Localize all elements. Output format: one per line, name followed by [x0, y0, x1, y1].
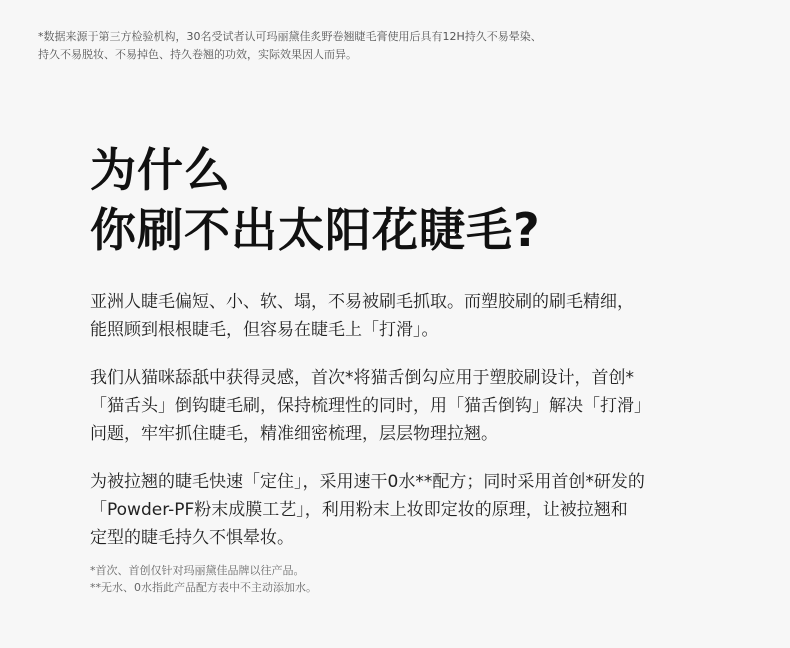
- footnotes: [90, 562, 317, 596]
- paragraph-2: [90, 364, 700, 448]
- paragraph-line: 问题，牢牢抓住睫毛，精准细密梳理，层层物理拉翘。: [90, 424, 498, 444]
- paragraph-3: [90, 468, 700, 552]
- paragraph-1: [90, 288, 700, 344]
- paragraph-line: 「猫舌头」倒钩睫毛刷，保持梳理性的同时，用「猫舌倒钩」解决「打滑」: [90, 396, 651, 416]
- disclaimer: [38, 28, 598, 64]
- paragraph-line: 定型的睫毛持久不惧晕妆。: [90, 528, 294, 548]
- headline-line-2: 你刷不出太阳花睫毛?: [90, 203, 541, 257]
- headline: [90, 140, 541, 260]
- paragraph-line: 我们从猫咪舔舐中获得灵感，首次*将猫舌倒勾应用于塑胶刷设计，首创*: [90, 368, 634, 388]
- headline-line-1: 为什么: [90, 143, 231, 197]
- footnote: **无水、0水指此产品配方表中不主动添加水。: [90, 581, 317, 594]
- paragraph-line: 能照顾到根根睫毛，但容易在睫毛上「打滑」。: [90, 320, 439, 340]
- paragraph-line: 为被拉翘的睫毛快速「定住」，采用速干0水**配方；同时采用首创*研发的: [90, 472, 645, 492]
- body-text: [90, 288, 700, 572]
- disclaimer-line: *数据来源于第三方检验机构，30名受试者认可玛丽黛佳炙野卷翘睫毛膏使用后具有12H持久不易晕染、: [38, 30, 542, 43]
- footnote: *首次、首创仅针对玛丽黛佳品牌以往产品。: [90, 564, 305, 577]
- paragraph-line: 亚洲人睫毛偏短、小、软、塌，不易被刷毛抓取。而塑胶刷的刷毛精细，: [90, 292, 634, 312]
- paragraph-line: 「Powder-PF粉末成膜工艺」，利用粉末上妆即定妆的原理，让被拉翘和: [90, 500, 628, 520]
- disclaimer-line: 持久不易脱妆、不易掉色、持久卷翘的功效，实际效果因人而异。: [38, 48, 357, 61]
